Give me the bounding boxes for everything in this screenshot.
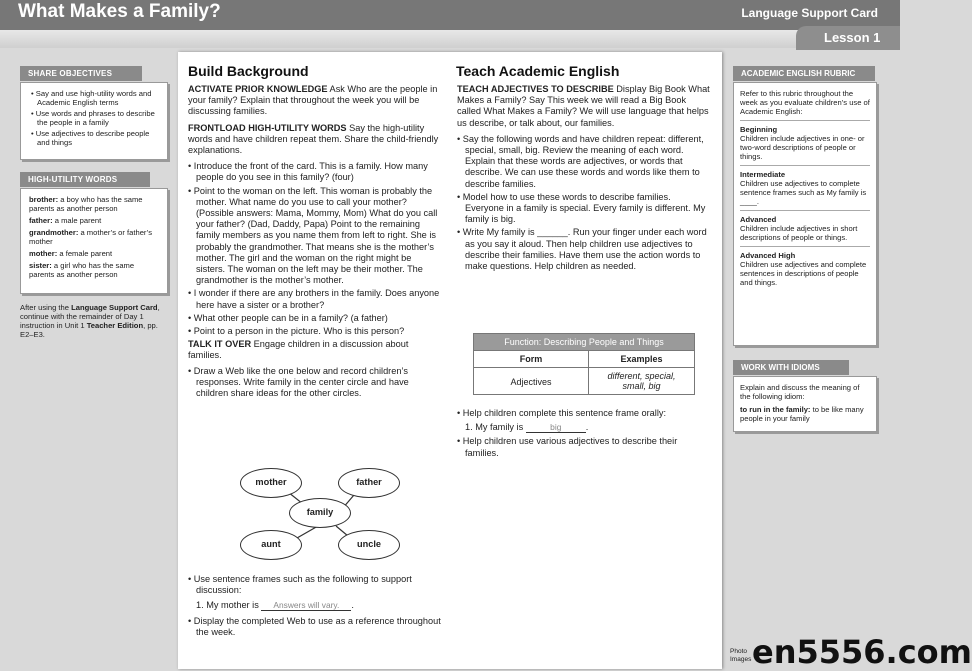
- build-bullet: • What other people can be in a family? (a father): [188, 313, 442, 324]
- rubric-level: Intermediate Children use adjectives to complete sentence frames such as My family is ____.: [740, 170, 867, 206]
- teach-academic-title: Teach Academic English: [456, 63, 620, 79]
- rubric-level: Advanced High Children use adjectives and complete sentences in descriptions of people and things.: [740, 251, 867, 287]
- header-stripe: [0, 30, 900, 48]
- table-header-examples: Examples: [620, 354, 663, 364]
- idioms-intro: Explain and discuss the meaning of the following idiom:: [740, 383, 860, 401]
- web-mother-node: mother: [240, 468, 302, 498]
- rubric-heading: ACADEMIC ENGLISH RUBRIC: [733, 66, 875, 81]
- table-header-form: Form: [474, 351, 589, 367]
- function-table: [473, 333, 695, 395]
- objective-item: • Say and use high-utility words and Academic English terms: [31, 89, 152, 107]
- activate-paragraph: ACTIVATE PRIOR KNOWLEDGE Ask Who are the people in your family? Explain that throughout the week you will be discussing families.: [188, 84, 438, 117]
- frame-answer: Answers will vary.: [261, 601, 351, 611]
- help-bullet: • Help children complete this sentence frame orally:: [457, 408, 711, 419]
- objective-item: • Use words and phrases to describe the people in a family: [31, 109, 155, 127]
- talk-paragraph: TALK IT OVER Engage children in a discussion about families.: [188, 339, 409, 361]
- teach-academic-column: [457, 84, 711, 274]
- rubric-box: [733, 82, 877, 346]
- web-aunt-node: aunt: [240, 530, 302, 560]
- rubric-level: Advanced Children include adjectives in short descriptions of people or things.: [740, 215, 858, 242]
- build-bullet: • Point to a person in the picture. Who is this person?: [188, 326, 442, 337]
- teach-bullet: • Say the following words and have children repeat: different, special, small, big. Review the meaning of each word. Explain that these words are adjectives, or words that describe. We can use these words and words like them to describe families.: [457, 134, 711, 190]
- high-utility-heading: HIGH-UTILITY WORDS: [20, 172, 150, 187]
- watermark: en5556.com: [752, 633, 972, 671]
- after-using-note: After using the Language Support Card, continue with the remainder of Day 1 instruction in Unit 1 Teacher Edition, pp. E2–E3.: [20, 303, 160, 339]
- lesson-label: Lesson 1: [824, 30, 881, 45]
- frontload-paragraph: FRONTLOAD HIGH-UTILITY WORDS Say the high-utility words and have children repeat them. Share the child-friendly explanations.: [188, 122, 439, 156]
- page-title: What Makes a Family?: [18, 1, 221, 22]
- sentence-frames-section: [188, 574, 442, 640]
- word-definition: mother: a female parent: [29, 249, 113, 258]
- rubric-intro: Refer to this rubric throughout the week as you evaluate children’s use of Academic English:: [740, 89, 870, 116]
- idioms-box: [733, 376, 877, 432]
- web-bullet: • Draw a Web like the one below and record children’s responses. Write family in the center circle and have children share ideas for the other circles.: [188, 366, 442, 400]
- word-definition: grandmother: a mother’s or father’s mother: [29, 228, 153, 246]
- word-definition: sister: a girl who has the same parents as another person: [29, 261, 135, 279]
- build-background-column: [188, 84, 442, 401]
- table-row: [474, 367, 694, 394]
- display-bullet: • Display the completed Web to use as a reference throughout the week.: [188, 616, 442, 638]
- idioms-heading: WORK WITH IDIOMS: [733, 360, 849, 375]
- rubric-level: Beginning Children include adjectives in one- or two-word descriptions of people or things.: [740, 125, 865, 161]
- teach-bullet: • Model how to use these words to describe families. Everyone in a family is special. Every family is different. My family is big.: [457, 192, 711, 226]
- main-page: [178, 52, 722, 669]
- high-utility-box: [20, 188, 168, 294]
- teach-intro: TEACH ADJECTIVES TO DESCRIBE Display Big Book What Makes a Family? Say This week we will read a Big Book called What Makes a Family? We will use language that helps us describe, or talk about, our families.: [457, 84, 710, 128]
- word-definition: brother: a boy who has the same parents as another person: [29, 195, 143, 213]
- build-bullet: • I wonder if there are any brothers in the family. Does anyone here have a sister or a brother?: [188, 288, 442, 310]
- help-answer: big: [526, 423, 586, 433]
- card-name: Language Support Card: [741, 6, 878, 20]
- frame-bullet: • Use sentence frames such as the following to support discussion:: [188, 574, 442, 596]
- table-cell-examples: different, special, small, big: [607, 371, 676, 391]
- build-bullet: • Introduce the front of the card. This is a family. How many people do you see in this family? (four): [188, 161, 442, 183]
- help-section: [457, 408, 711, 461]
- help-line: 1. My family is big .: [465, 422, 589, 433]
- build-background-title: Build Background: [188, 63, 309, 79]
- web-family-node: family: [289, 498, 351, 528]
- word-definition: father: a male parent: [29, 216, 102, 225]
- web-uncle-node: uncle: [338, 530, 400, 560]
- teach-bullet: • Write My family is ______. Run your finger under each word as you say it aloud. Then help children use adjectives to describe their families. Have them use the action words to make questions. Help children as needed.: [457, 227, 711, 272]
- photo-credit: Photo Images: [730, 648, 752, 663]
- lesson-tab: [796, 26, 900, 50]
- table-cell-form: Adjectives: [474, 368, 589, 394]
- header-bar: [0, 0, 900, 30]
- web-father-node: father: [338, 468, 400, 498]
- share-objectives-heading: SHARE OBJECTIVES: [20, 66, 142, 81]
- idiom-definition: to run in the family: to be like many people in your family: [740, 405, 864, 423]
- frame-line: 1. My mother is Answers will vary. .: [196, 600, 354, 611]
- objective-item: • Use adjectives to describe people and things: [31, 129, 150, 147]
- build-bullet: • Point to the woman on the left. This woman is probably the mother. What name do you use to call your mother? (Possible answers: Mama, Mommy, Mom) What do you call your father? (Dad, Daddy, Papa) Point to the remaining family members as you name them from left to right. She is probably the grandmother. That means she is the mother’s mother. The girl and the woman on the right might be sisters. The woman on the left may be their mother. The grandmother is the mother’s mother.: [188, 186, 442, 287]
- table-caption: Function: Describing People and Things: [474, 334, 694, 350]
- help-bullet: • Help children use various adjectives to describe their families.: [457, 436, 711, 458]
- table-header-row: [474, 350, 694, 367]
- share-objectives-box: [20, 82, 168, 160]
